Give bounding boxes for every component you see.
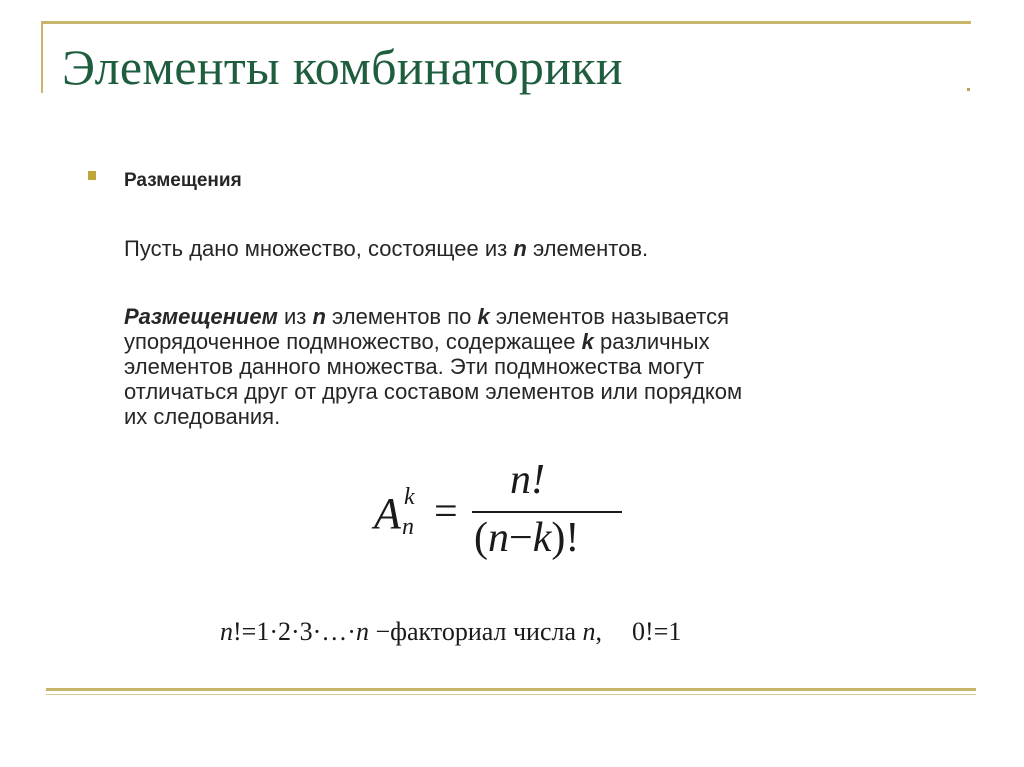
paragraph-arrangement-definition (124, 304, 742, 429)
paragraph2-text: различных (593, 329, 710, 354)
paragraph2-line5: их следования. (124, 404, 281, 429)
formula-denominator (474, 514, 579, 562)
fraction-bar (472, 511, 622, 513)
fact-n: n (220, 617, 233, 646)
fact-n2: n (355, 617, 369, 646)
paragraph2-line1 (124, 304, 742, 329)
var-k: k (581, 329, 594, 354)
den-n: n (488, 515, 509, 561)
formula-A: A (374, 489, 401, 538)
formula-sub-n: n (402, 514, 414, 540)
numerator-text: n! (510, 457, 545, 503)
slide-title: Элементы комбинаторики (62, 39, 623, 95)
formula-sup-k: k (404, 484, 415, 510)
term-arrangement: Размещением (124, 304, 278, 329)
formula-equals: = (434, 489, 458, 535)
bullet-square-icon (88, 171, 96, 180)
formula-numerator (510, 456, 545, 504)
frame-bottom-line-thin (46, 694, 976, 695)
paragraph-set-definition (124, 236, 648, 262)
paragraph1-var-n: n (513, 236, 527, 261)
den-close: )! (551, 515, 580, 561)
var-n: n (312, 304, 326, 329)
paragraph2-text: из (277, 304, 313, 329)
den-minus: − (509, 515, 533, 561)
paragraph1-text-end: элементов. (526, 236, 649, 261)
fact-var-n: n (582, 617, 596, 646)
bullet-heading: Размещения (124, 170, 242, 191)
fact-product: !=1·2·3·…· (233, 617, 356, 646)
factorial-definition (220, 617, 681, 647)
paragraph2-text: упорядоченное подмножество, содержащее (124, 329, 582, 354)
den-open: ( (474, 515, 488, 561)
frame-dot (967, 88, 970, 91)
var-k: k (477, 304, 490, 329)
fact-zero: 0!=1 (632, 617, 682, 646)
paragraph1-text: Пусть дано множество, состоящее из (124, 236, 514, 261)
arrangement-formula (370, 457, 630, 582)
paragraph2-text: элементов называется (489, 304, 729, 329)
fact-comma: , (595, 617, 603, 646)
frame-bottom-line (46, 688, 976, 691)
paragraph2-line4: отличаться друг от друга составом элементов или порядком (124, 379, 743, 404)
frame-left-line (41, 21, 43, 93)
paragraph2-line3: элементов данного множества. Эти подмножества могут (124, 354, 705, 379)
paragraph2-text: элементов по (325, 304, 478, 329)
den-k: k (532, 515, 552, 561)
fact-text: −факториал числа (368, 617, 583, 646)
paragraph2-line2 (124, 329, 742, 354)
frame-top-line (41, 21, 971, 24)
